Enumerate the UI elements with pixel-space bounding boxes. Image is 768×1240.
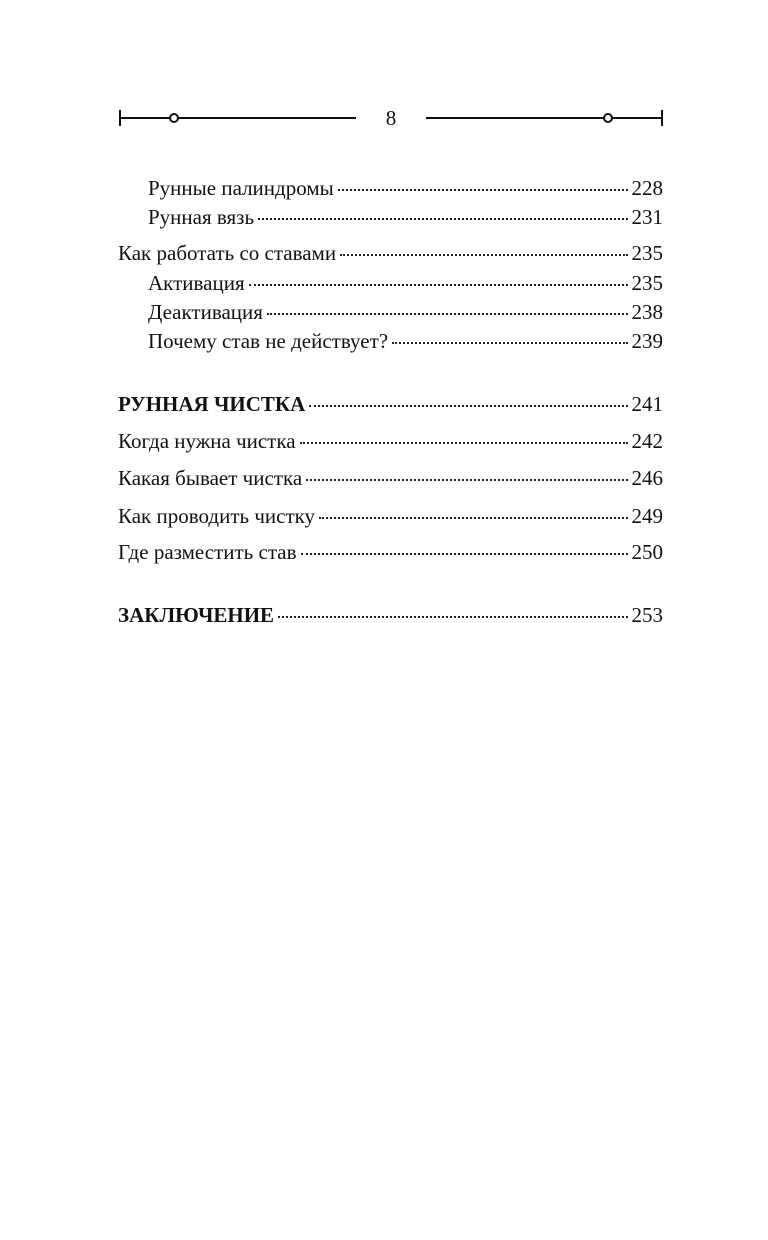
toc-leader-dots bbox=[338, 174, 628, 195]
toc-entry[interactable] bbox=[118, 239, 663, 266]
page-number: 8 bbox=[385, 106, 397, 130]
toc-chapter-entry[interactable] bbox=[118, 390, 663, 417]
toc-leader-dots bbox=[249, 269, 628, 290]
toc-entry-title: Деактивация bbox=[148, 299, 267, 325]
toc-entry-page: 231 bbox=[628, 204, 664, 230]
toc-entry-page: 249 bbox=[628, 503, 664, 529]
toc-entry-title: Когда нужна чистка bbox=[118, 428, 300, 454]
toc-entry-title: ЗАКЛЮЧЕНИЕ bbox=[118, 602, 278, 628]
toc-entry-title: Рунная вязь bbox=[148, 204, 258, 230]
toc-leader-dots bbox=[301, 538, 628, 559]
toc-entry-page: 238 bbox=[628, 299, 664, 325]
toc-entry[interactable] bbox=[118, 203, 663, 230]
toc-entry-title: Где разместить став bbox=[118, 539, 301, 565]
toc-leader-dots bbox=[300, 427, 628, 448]
toc-entry-page: 250 bbox=[628, 539, 664, 565]
toc-entry-title: Почему став не действует? bbox=[148, 328, 392, 354]
toc-entry[interactable] bbox=[118, 174, 663, 201]
toc-entry-title: Рунные палиндромы bbox=[148, 175, 338, 201]
toc-entry-page: 239 bbox=[628, 328, 664, 354]
toc-entry-page: 253 bbox=[628, 602, 664, 628]
toc-entry[interactable] bbox=[118, 327, 663, 354]
toc-leader-dots bbox=[306, 464, 627, 485]
toc-entry[interactable] bbox=[118, 464, 663, 491]
toc-chapter-entry[interactable] bbox=[118, 601, 663, 628]
toc-entry-page: 246 bbox=[628, 465, 664, 491]
toc-entry-page: 242 bbox=[628, 428, 664, 454]
toc-entry[interactable] bbox=[118, 502, 663, 529]
toc-entry[interactable] bbox=[118, 269, 663, 296]
toc-leader-dots bbox=[278, 601, 627, 622]
toc-entry[interactable] bbox=[118, 298, 663, 325]
toc-leader-dots bbox=[319, 502, 627, 523]
toc-entry-title: Как работать со ставами bbox=[118, 240, 340, 266]
toc-leader-dots bbox=[309, 390, 627, 411]
toc-leader-dots bbox=[392, 327, 627, 348]
toc-entry-page: 241 bbox=[628, 391, 664, 417]
toc-entry-title: Какая бывает чистка bbox=[118, 465, 306, 491]
toc-entry-page: 228 bbox=[628, 175, 664, 201]
table-of-contents bbox=[118, 0, 663, 1240]
toc-leader-dots bbox=[340, 239, 627, 260]
toc-entry-page: 235 bbox=[628, 270, 664, 296]
toc-entry[interactable] bbox=[118, 538, 663, 565]
toc-entry-title: РУННАЯ ЧИСТКА bbox=[118, 391, 309, 417]
toc-entry-title: Активация bbox=[148, 270, 249, 296]
toc-entry-page: 235 bbox=[628, 240, 664, 266]
toc-entry-title: Как проводить чистку bbox=[118, 503, 319, 529]
toc-leader-dots bbox=[258, 203, 627, 224]
toc-entry[interactable] bbox=[118, 427, 663, 454]
toc-leader-dots bbox=[267, 298, 628, 319]
